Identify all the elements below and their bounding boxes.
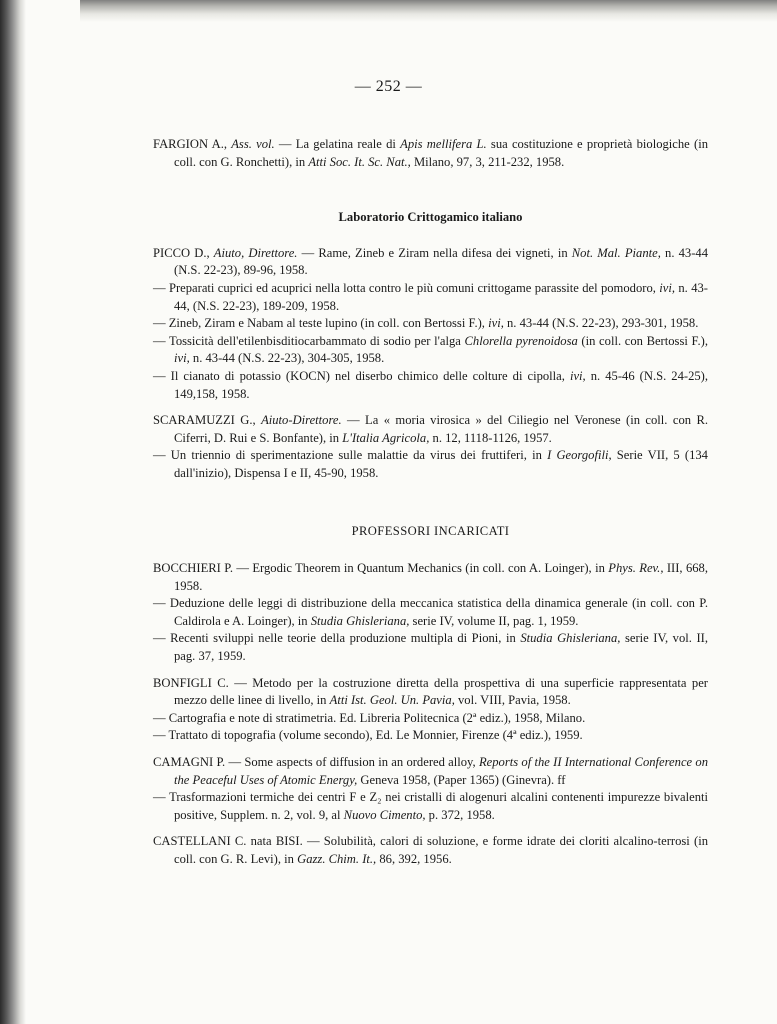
entry-text: — Zineb, Ziram e Nabam al teste lupino (in coll. con Bertossi F.), [153, 316, 489, 331]
section [153, 136, 708, 171]
entry-text: III, 668, 1958. [174, 561, 708, 593]
scan-top-edge [80, 0, 777, 22]
entry-italic-text: ivi, [174, 351, 190, 366]
section-heading: PROFESSORI INCARICATI [351, 523, 510, 538]
entry-text: Geneva 1958, (Paper 1365) (Ginevra). ff [357, 772, 566, 787]
bibliography-entry [153, 630, 708, 665]
entry-text: CASTELLANI C. nata BISI. — Solubilità, calori di soluzione, e forme idrate dei cloriti alcalino-terrosi (in coll. con G. R. Levi), in [153, 834, 708, 866]
bibliography-entry [153, 754, 708, 789]
entry-text: — Recenti sviluppi nelle teorie della produzione multipla di Pioni, in [153, 631, 521, 646]
entry-italic-text: Aiuto-Direttore. [261, 413, 342, 428]
entry-text: — Deduzione delle leggi di distribuzione della meccanica statistica della dinamica generale (in coll. con P. Caldirola e A. Loinger), in [153, 596, 708, 628]
entry-italic-text: Not. Mal. Piante, [571, 245, 661, 260]
entry-text: n. 43-44 (N.S. 22-23), 304-305, 1958. [189, 351, 385, 366]
bibliography-entry [153, 675, 708, 710]
entry-text: — Preparati cuprici ed acuprici nella lotta contro le più comuni crittogame parassite del pomodoro, [153, 280, 660, 295]
entry-italic-text: Studia Ghisleriana, [310, 613, 410, 628]
entry-italic-text: Studia Ghisleriana, [520, 631, 621, 646]
entry-text: n. 43-44 (N.S. 22-23), 293-301, 1958. [503, 316, 699, 331]
entry-italic-text: L'Italia Agricola, [342, 430, 430, 445]
entry-text: BOCCHIERI P. — Ergodic Theorem in Quantum Mechanics (in coll. con A. Loinger), in [153, 561, 609, 576]
entry-text: serie IV, volume II, pag. 1, 1959. [409, 613, 579, 628]
entry-text: sua costituzione e proprietà biologiche (in coll. con G. Ronchetti), in [174, 137, 708, 169]
entry-text: CAMAGNI P. — Some aspects of diffusion in an ordered alloy, [153, 755, 479, 770]
entry-text: — Trasformazioni termiche dei centri F e Z₂ nei cristalli di alogenuri alcalini contenenti impurezze bivalenti positive, Supplem. n. 2, vol. 9, al [153, 790, 708, 822]
bibliography-entry [153, 136, 708, 171]
entry-text: serie IV, vol. II, pag. 37, 1959. [174, 631, 708, 664]
bibliography-entry [153, 833, 708, 868]
entry-italic-text: Nuovo Cimento, [343, 807, 426, 822]
entry-italic-text: Ass. vol. [231, 137, 275, 151]
entry-text: PICCO D., [153, 245, 214, 260]
section [153, 523, 708, 869]
bibliography-entry [153, 560, 708, 595]
bibliography-entry [153, 595, 708, 630]
entry-text: SCARAMUZZI G., [153, 413, 262, 428]
entry-text: (in coll. con Bertossi F.), [577, 333, 708, 348]
entry-text: FARGION A., [153, 137, 232, 151]
entry-text: — La « moria virosica » del Ciliegio nel Veronese (in coll. con R. Ciferri, D. Rui e S. Bonfante), in [174, 413, 708, 445]
section [153, 209, 708, 482]
entry-italic-text: I Georgofili, [547, 448, 612, 463]
entry-text: n. 43-44, (N.S. 22-23), 189-209, 1958. [174, 280, 708, 313]
section-heading: Laboratorio Crittogamico italiano [338, 210, 523, 225]
entry-italic-text: Chlorella pyrenoidosa [464, 333, 578, 348]
entry-italic-text: Atti Ist. Geol. Un. Pavia, [329, 693, 455, 708]
bibliography-entry [153, 280, 708, 315]
entry-spacer [153, 745, 708, 754]
entry-italic-text: ivi, [488, 316, 504, 331]
entry-text: — Trattato di topografia (volume secondo), Ed. Le Monnier, Firenze (4ª ediz.), 1959. [153, 728, 583, 743]
entry-text: 86, 392, 1956. [376, 852, 452, 866]
entry-text: Milano, 97, 3, 211-232, 1958. [410, 154, 565, 169]
bibliography-entry [153, 368, 708, 403]
bibliography-entry [153, 245, 708, 280]
bibliography-entry [153, 727, 708, 745]
entry-italic-text: Aiuto, Direttore. [213, 245, 298, 260]
bibliography-entry [153, 315, 708, 333]
page-number: — 252 — [354, 78, 423, 95]
entry-italic-text: ivi, [659, 280, 676, 295]
entry-italic-text: ivi, [569, 368, 586, 383]
entry-text: — Un triennio di sperimentazione sulle malattie da virus dei fruttiferi, in [153, 448, 548, 463]
entry-text: n. 45-46 (N.S. 24-25), 149,158, 1958. [174, 368, 709, 401]
entry-text: — Il cianato di potassio (KOCN) nel diserbo chimico delle colture di cipolla, [153, 368, 570, 383]
bibliography-entry [153, 412, 708, 447]
bibliography-entry [153, 447, 708, 482]
entry-text: — Rame, Zineb e Ziram nella difesa dei vigneti, in [297, 245, 572, 260]
entry-italic-text: Gazz. Chim. It., [297, 852, 377, 866]
entry-text: — Cartografia e note di stratimetria. Ed. Libreria Politecnica (2ª ediz.), 1958, Milano. [153, 710, 586, 725]
entry-text: n. 43-44 (N.S. 22-23), 89-96, 1958. [174, 245, 709, 278]
bibliography-entry [153, 333, 708, 368]
entry-italic-text: Reports of the II International Conference on the Peaceful Uses of Atomic Energy, [174, 755, 708, 787]
binding-shadow [0, 0, 26, 1024]
entry-text: — Tossicità dell'etilenbisditiocarbammato di sodio per l'alga [153, 333, 465, 348]
entry-text: vol. VIII, Pavia, 1958. [454, 693, 571, 708]
entry-italic-text: Atti Soc. It. Sc. Nat., [308, 154, 411, 169]
entry-spacer [153, 824, 708, 833]
entry-text: n. 12, 1118-1126, 1957. [429, 430, 552, 445]
entry-spacer [153, 403, 708, 412]
entry-italic-text: Apis mellifera L. [400, 137, 487, 151]
bibliography-entry [153, 789, 708, 824]
entry-text: — La gelatina reale di [274, 137, 401, 151]
entry-italic-text: Phys. Rev., [608, 561, 664, 576]
entry-text: p. 372, 1958. [425, 807, 495, 822]
entry-text: BONFIGLI C. — Metodo per la costruzione diretta della prospettiva di una superficie rappresentata per mezzo delle linee di livello, in [153, 675, 708, 708]
bibliography-entry [153, 710, 708, 728]
entry-text: Serie VII, 5 (134 dall'inizio), Dispensa I e II, 45-90, 1958. [174, 448, 708, 480]
page-body [153, 136, 708, 869]
entry-spacer [153, 666, 708, 675]
